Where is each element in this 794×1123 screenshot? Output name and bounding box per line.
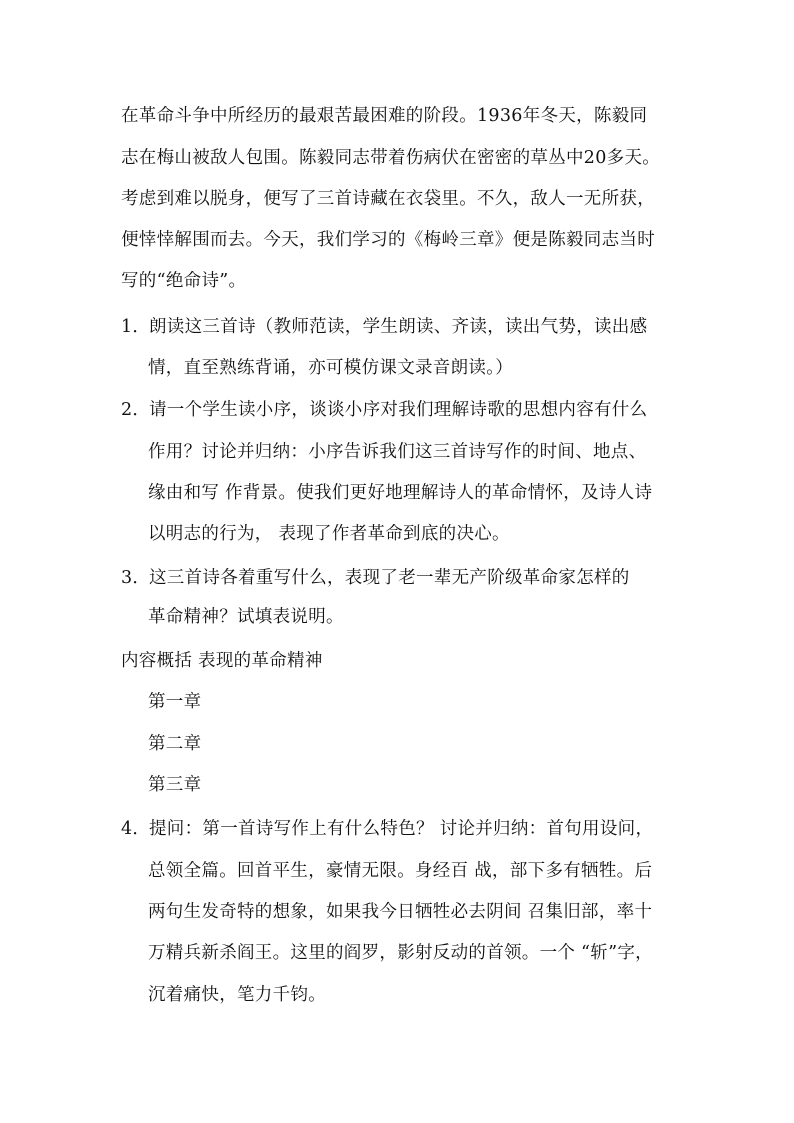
item-line: 以明志的行为， 表现了作者革命到底的决心。 bbox=[148, 524, 510, 544]
item-number: 1． bbox=[121, 317, 151, 337]
table-row: 第二章 bbox=[148, 734, 202, 754]
item-line: 万精兵新杀阎王。这里的阎罗，影射反动的首领。一个 “斩”字， bbox=[148, 943, 653, 963]
item-line: 革命精神？试填表说明。 bbox=[148, 607, 344, 627]
item-line: 沉着痛快，笔力千钧。 bbox=[148, 985, 326, 1005]
table-row: 第一章 bbox=[148, 692, 202, 712]
intro-line: 志在梅山被敌人包围。陈毅同志带着伤病伏在密密的草丛中20多天。 bbox=[121, 148, 661, 168]
item-number: 3． bbox=[121, 568, 151, 588]
item-line: 总领全篇。回首平生，豪情无限。身经百 战，部下多有牺牲。后 bbox=[148, 861, 653, 881]
intro-line: 考虑到难以脱身，便写了三首诗藏在衣袋里。不久，敌人一无所获， bbox=[121, 189, 655, 209]
item-line: 缘由和写 作背景。使我们更好地理解诗人的革命情怀，及诗人诗 bbox=[148, 483, 653, 503]
table-row: 第三章 bbox=[148, 775, 202, 795]
item-line: 情，直至熟练背诵，亦可模仿课文录音朗读。） bbox=[148, 358, 514, 378]
item-number: 4． bbox=[121, 819, 151, 839]
item-line: 朗读这三首诗（教师范读，学生朗读、齐读，读出气势，读出感 bbox=[149, 317, 648, 337]
item-line: 提问：第一首诗写作上有什么特色？ 讨论并归纳：首句用设问， bbox=[149, 819, 654, 839]
table-header: 内容概括 表现的革命精神 bbox=[121, 651, 323, 671]
item-line: 这三首诗各着重写什么，表现了老一辈无产阶级革命家怎样的 bbox=[149, 568, 630, 588]
item-line: 作用？讨论并归纳：小序告诉我们这三首诗写作的时间、地点、 bbox=[148, 442, 647, 462]
item-number: 2． bbox=[121, 400, 151, 420]
intro-line: 写的“绝命诗”。 bbox=[121, 271, 247, 291]
intro-line: 便悻悻解围而去。今天，我们学习的《梅岭三章》便是陈毅同志当时 bbox=[121, 230, 655, 250]
item-line: 两句生发奇特的想象，如果我今日牺牲必去阴间 召集旧部，率十 bbox=[148, 902, 653, 922]
intro-line: 在革命斗争中所经历的最艰苦最困难的阶段。1936年冬天，陈毅同 bbox=[121, 106, 648, 126]
item-line: 请一个学生读小序，谈谈小序对我们理解诗歌的思想内容有什么 bbox=[149, 400, 648, 420]
